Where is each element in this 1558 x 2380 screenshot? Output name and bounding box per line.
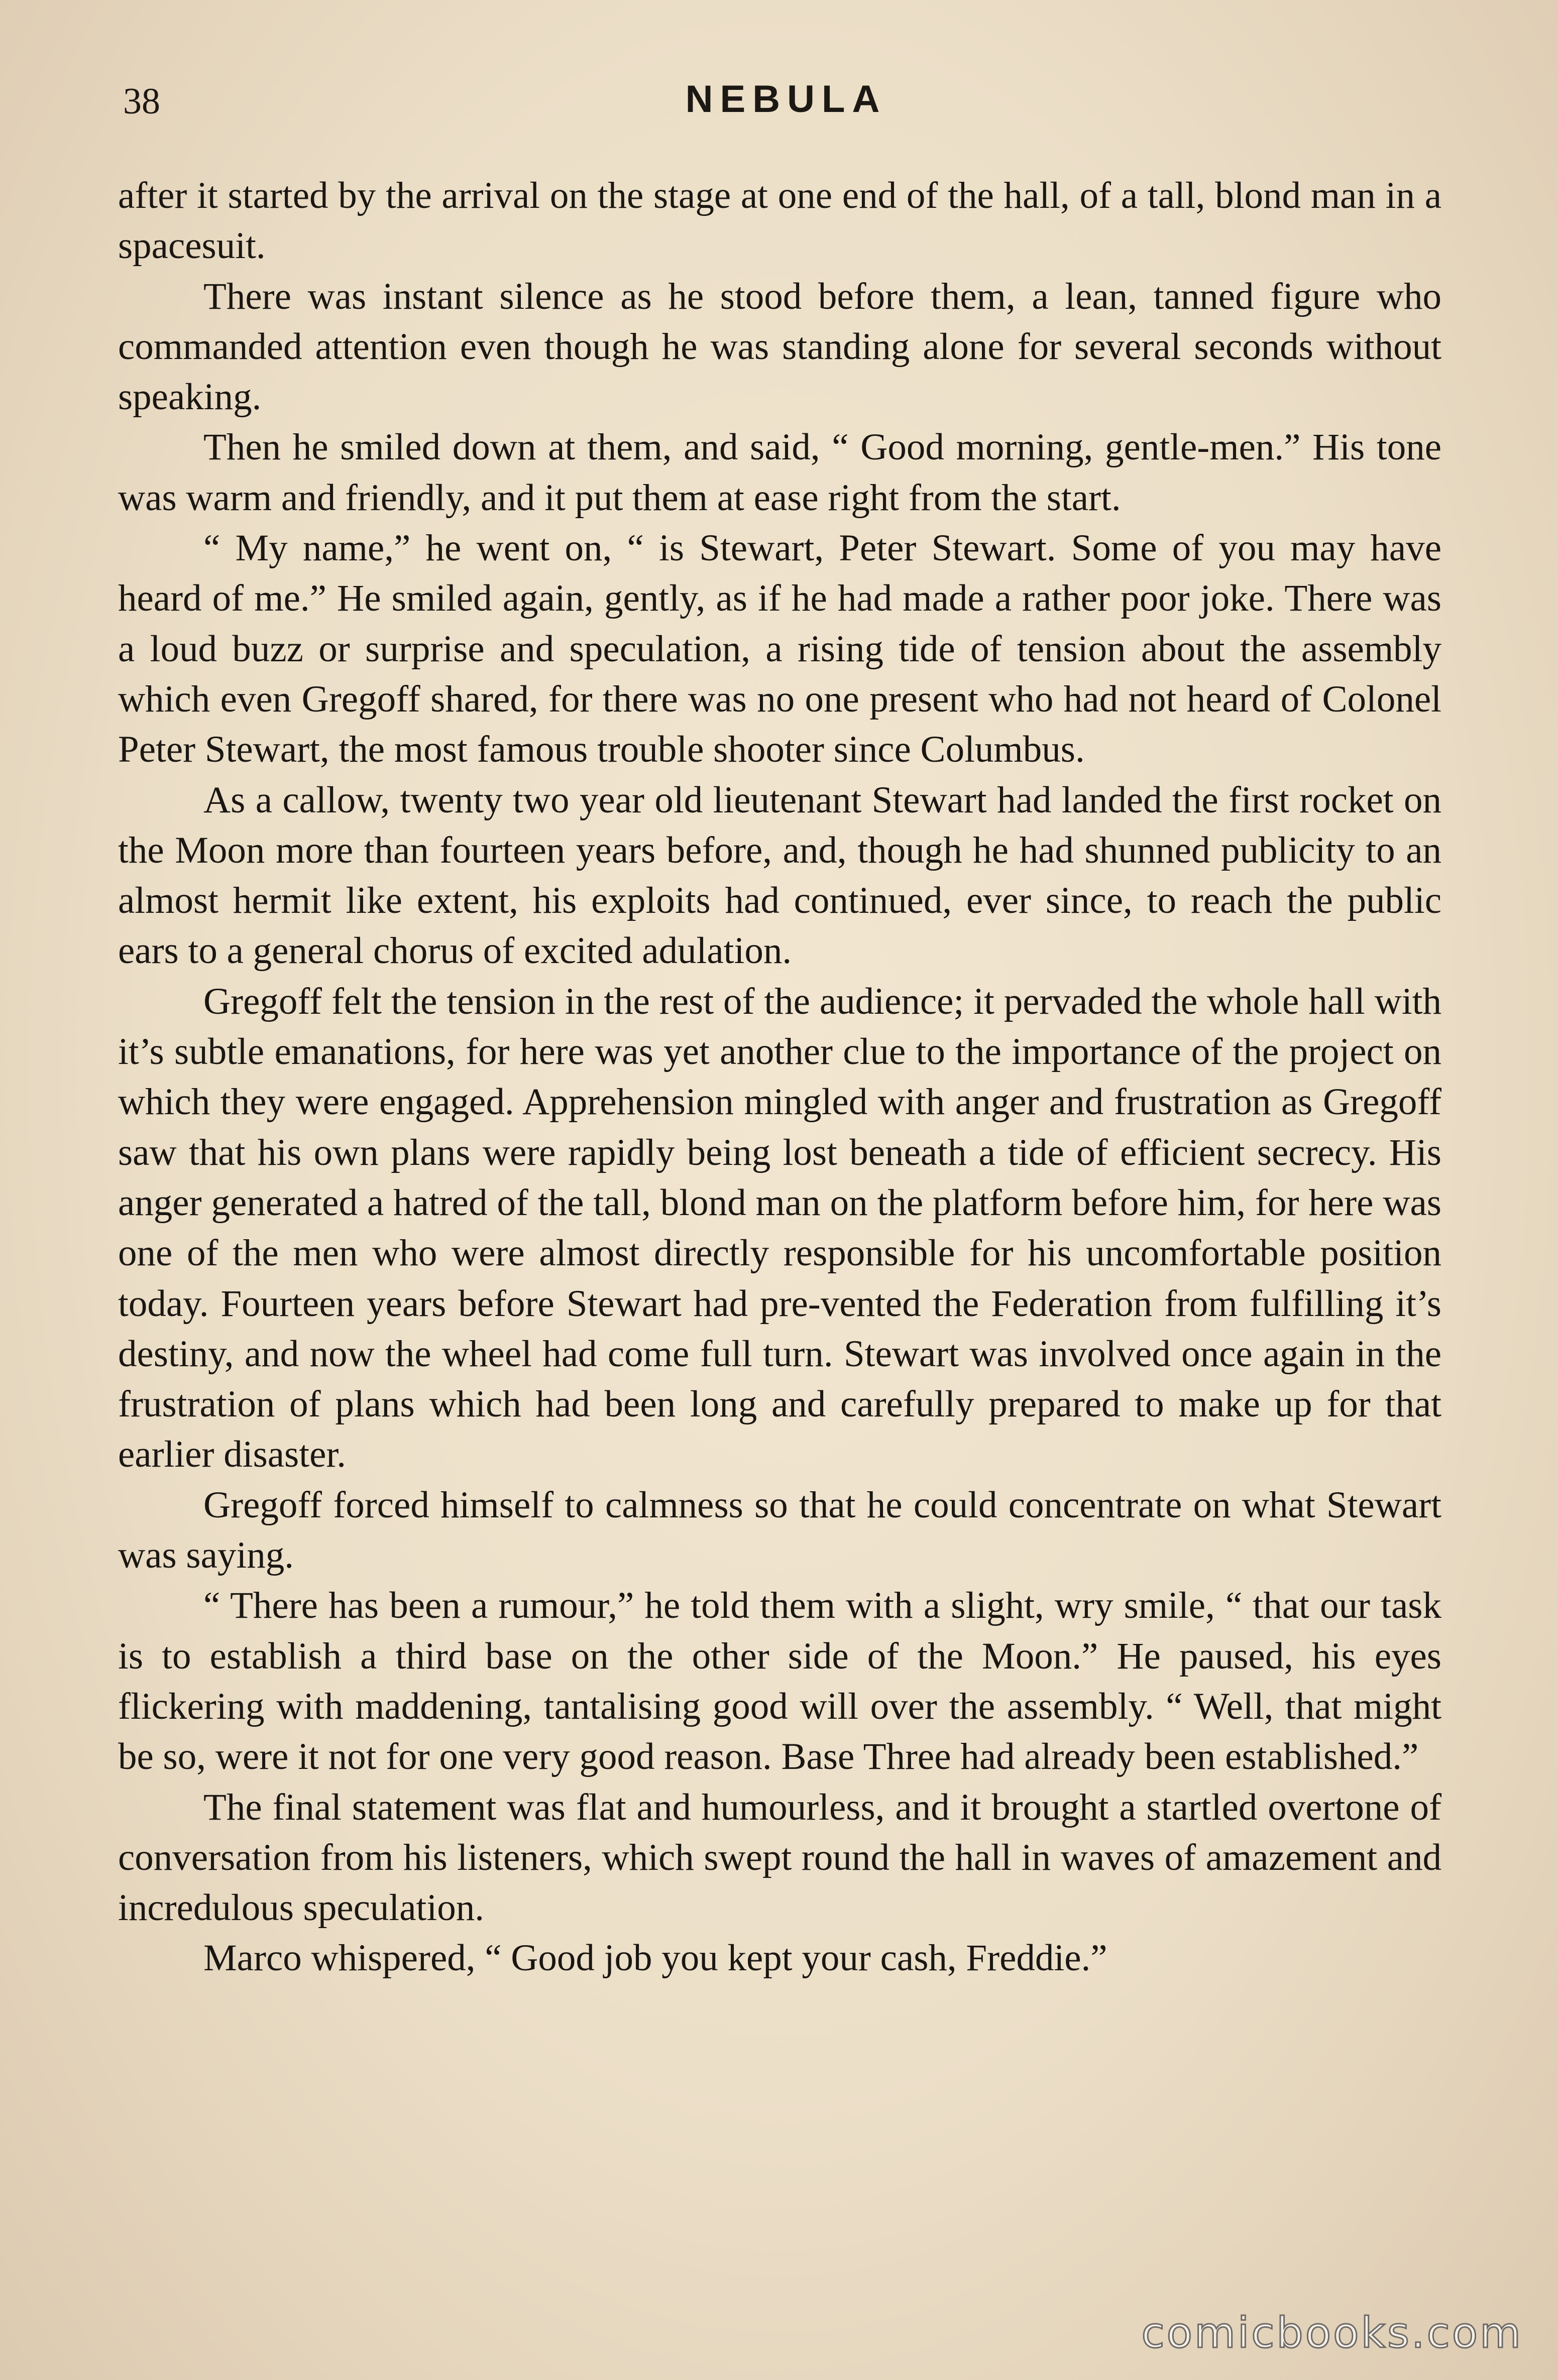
- paragraph: “ My name,” he went on, “ is Stewart, Peter Stewart. Some of you may have heard of me.” He smiled again, gently, as if he had made a rather poor joke. There was a loud buzz or surprise and speculation, a rising tide of tension about the assembly which even Gregoff shared, for there was no one present who had not heard of Colonel Peter Stewart, the most famous trouble shooter since Columbus.: [118, 527, 1441, 771]
- paragraph: after it started by the arrival on the stage at one end of the hall, of a tall, blond man in a spacesuit.: [118, 175, 1441, 267]
- paragraph: Gregoff felt the tension in the rest of the audience; it pervaded the whole hall with it’s subtle emanations, for here was yet another clue to the importance of the project on which they were engaged. Apprehension mingled with anger and frustration as Gregoff saw that his own plans were rapidly being lost beneath a tide of efficient secrecy. His anger generated a hatred of the tall, blond man on the platform before him, for here was one of the men who were almost directly responsible for his uncomfortable position today. Fourteen years before Stewart had pre-vented the Federation from fulfilling it’s destiny, and now the wheel had come full turn. Stewart was involved once again in the frustration of plans which had been long and carefully prepared to make up for that earlier disaster.: [118, 980, 1441, 1476]
- paragraph: Gregoff forced himself to calmness so that he could concentrate on what Stewart was saying.: [118, 1484, 1441, 1577]
- paragraph: There was instant silence as he stood before them, a lean, tanned figure who commanded attention even though he was standing alone for several seconds without speaking.: [118, 275, 1441, 418]
- paragraph: “ There has been a rumour,” he told them with a slight, wry smile, “ that our task is to establish a third base on the other side of the Moon.” He paused, his eyes flickering with maddening, tantalising good will over the assembly. “ Well, that might be so, were it not for one very good reason. Base Three had already been established.”: [118, 1585, 1441, 1778]
- page-header: [123, 80, 1449, 141]
- paragraph: Then he smiled down at them, and said, “ Good morning, gentle-men.” His tone was warm and friendly, and it put them at ease right from the start.: [118, 426, 1441, 519]
- paragraph: As a callow, twenty two year old lieutenant Stewart had landed the first rocket on the Moon more than fourteen years before, and, though he had shunned publicity to an almost hermit like extent, his exploits had continued, ever since, to reach the public ears to a general chorus of excited adulation.: [118, 779, 1441, 972]
- paragraph: Marco whispered, “ Good job you kept your cash, Freddie.”: [203, 1937, 1107, 1979]
- body-text: [118, 171, 1441, 1984]
- paragraph: The final statement was flat and humourless, and it brought a startled overtone of conversation from his listeners, which swept round the hall in waves of amazement and incredulous speculation.: [118, 1786, 1441, 1929]
- watermark: comicbooks.com: [1141, 2308, 1523, 2357]
- page-number: 38: [123, 81, 160, 122]
- running-head: NEBULA: [685, 78, 887, 121]
